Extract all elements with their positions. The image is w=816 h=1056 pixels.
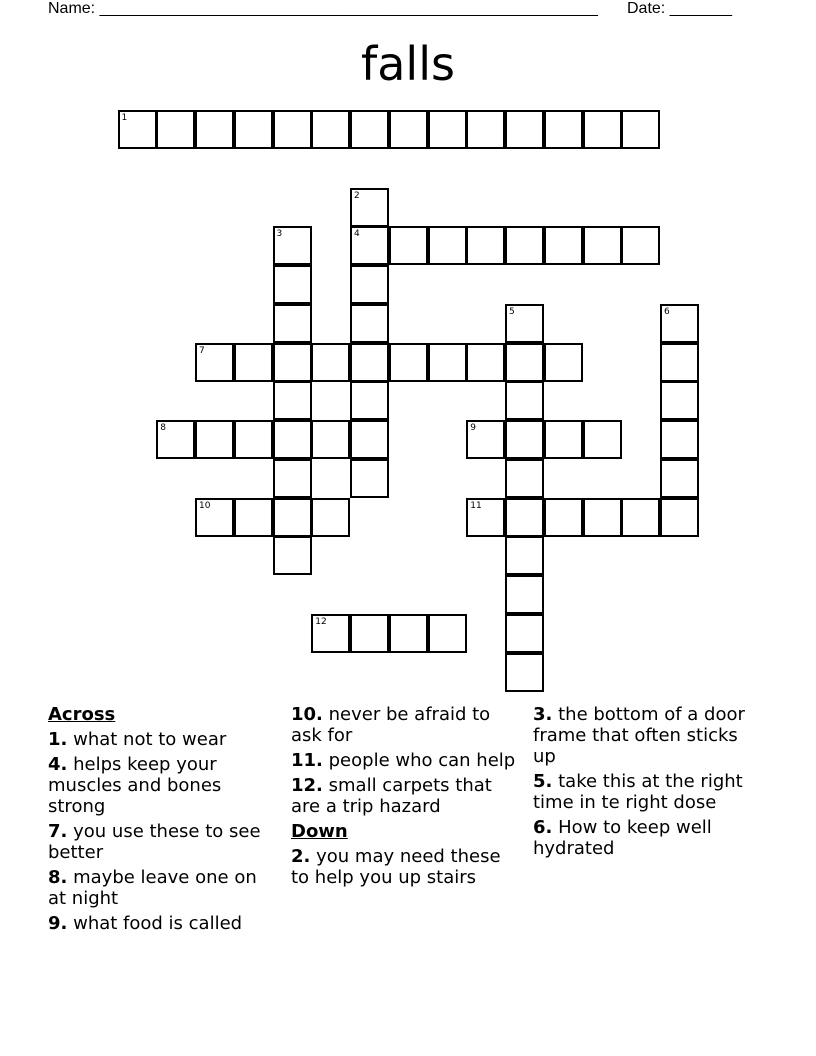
grid-cell[interactable] — [311, 420, 350, 459]
grid-cell[interactable] — [311, 343, 350, 382]
grid-cell[interactable] — [389, 614, 428, 653]
clue-heading-across: Across — [48, 704, 116, 725]
grid-cell[interactable] — [234, 343, 273, 382]
grid-cell[interactable] — [583, 110, 622, 149]
grid-cell[interactable] — [350, 265, 389, 304]
grid-cell[interactable] — [505, 420, 544, 459]
clue-item-text: never be afraid to ask for — [291, 704, 491, 746]
clue-item-text: take this at the right time in te right dose — [533, 771, 743, 813]
clue-item — [533, 817, 763, 859]
clue-item-number: 1. — [48, 729, 68, 750]
grid-cell[interactable] — [234, 110, 273, 149]
grid-cell[interactable] — [195, 343, 234, 382]
grid-cell[interactable] — [583, 226, 622, 265]
grid-cell[interactable] — [544, 420, 583, 459]
clue-item — [48, 867, 280, 909]
grid-cell[interactable] — [273, 110, 312, 149]
clue-item-number: 7. — [48, 821, 68, 842]
clue-number: 12 — [315, 616, 327, 627]
grid-cell[interactable] — [389, 110, 428, 149]
clue-number: 8 — [160, 423, 166, 433]
grid-cell[interactable] — [428, 110, 467, 149]
grid-cell[interactable] — [544, 343, 583, 382]
grid-cell[interactable] — [505, 110, 544, 149]
grid-cell[interactable] — [311, 498, 350, 537]
clue-item-text: the bottom of a door frame that often sticks up — [533, 704, 745, 767]
grid-cell[interactable] — [505, 226, 544, 265]
grid-cell[interactable] — [428, 226, 467, 265]
clue-item-text: what not to wear — [73, 729, 227, 750]
clue-heading-down: Down — [291, 821, 348, 842]
grid-cell[interactable] — [350, 304, 389, 343]
clue-item-number: 6. — [533, 817, 553, 838]
clue-item — [533, 704, 763, 767]
clue-column-1 — [48, 704, 280, 938]
clue-column-2 — [291, 704, 523, 892]
clue-item — [48, 821, 280, 863]
clue-item-text: you use these to see better — [48, 821, 261, 863]
grid-cell[interactable] — [505, 498, 544, 537]
clue-item-number: 8. — [48, 867, 68, 888]
grid-cell[interactable] — [505, 343, 544, 382]
grid-cell[interactable] — [350, 343, 389, 382]
clue-number: 7 — [199, 345, 205, 356]
grid-cell[interactable] — [660, 498, 699, 537]
grid-cell[interactable] — [273, 381, 312, 420]
clue-item — [291, 846, 523, 888]
clue-item-number: 2. — [291, 846, 311, 867]
clue-item-number: 5. — [533, 771, 553, 792]
clue-number: 4 — [354, 229, 360, 240]
grid-cell[interactable] — [311, 614, 350, 653]
grid-cell[interactable] — [621, 226, 660, 265]
grid-cell[interactable] — [195, 498, 234, 537]
clue-item-number: 9. — [48, 913, 68, 934]
grid-cell[interactable] — [466, 498, 505, 537]
clue-item-text: small carpets that are a trip hazard — [291, 775, 492, 817]
date-line[interactable]: Date: _______ — [627, 0, 732, 17]
grid-cell[interactable] — [273, 536, 312, 575]
clue-item-number: 4. — [48, 754, 68, 775]
grid-cell[interactable] — [350, 226, 389, 265]
clue-number: 2 — [354, 190, 360, 201]
clue-item-text: helps keep your muscles and bones strong — [48, 754, 222, 817]
clue-number: 5 — [509, 306, 515, 317]
grid-cell[interactable] — [389, 343, 428, 382]
grid-cell[interactable] — [466, 420, 505, 459]
grid-cell[interactable] — [350, 188, 389, 227]
grid-cell[interactable] — [273, 226, 312, 265]
clue-number: 11 — [470, 500, 482, 511]
clue-item — [533, 771, 763, 813]
grid-cell[interactable] — [428, 614, 467, 653]
clue-item-number: 11. — [291, 750, 323, 771]
grid-cell[interactable] — [466, 110, 505, 149]
grid-cell[interactable] — [505, 381, 544, 420]
grid-cell[interactable] — [583, 498, 622, 537]
grid-cell[interactable] — [195, 420, 234, 459]
grid-cell[interactable] — [273, 498, 312, 537]
grid-cell[interactable] — [311, 110, 350, 149]
grid-cell[interactable] — [350, 110, 389, 149]
grid-cell[interactable] — [505, 614, 544, 653]
clue-number: 1 — [121, 113, 128, 123]
name-line[interactable]: Name: ________________________________________________________ — [48, 0, 598, 17]
grid-cell[interactable] — [389, 226, 428, 265]
clue-item-text: you may need these to help you up stairs — [291, 846, 501, 888]
grid-cell[interactable] — [621, 498, 660, 537]
grid-cell[interactable] — [350, 614, 389, 653]
grid-cell[interactable] — [660, 343, 699, 382]
clue-item-number: 12. — [291, 775, 323, 796]
grid-cell[interactable] — [583, 420, 622, 459]
grid-cell[interactable] — [660, 420, 699, 459]
grid-cell[interactable] — [544, 498, 583, 537]
grid-cell[interactable] — [621, 110, 660, 149]
grid-cell[interactable] — [350, 459, 389, 498]
clue-item-text: what food is called — [73, 913, 243, 934]
grid-cell[interactable] — [428, 343, 467, 382]
clue-item — [48, 754, 280, 817]
grid-cell[interactable] — [544, 226, 583, 265]
clue-number: 9 — [470, 423, 476, 433]
grid-cell[interactable] — [118, 110, 157, 149]
grid-cell[interactable] — [273, 304, 312, 343]
puzzle-title: falls — [361, 37, 455, 91]
grid-cell[interactable] — [273, 420, 312, 459]
clue-number: 3 — [276, 229, 283, 240]
grid-cell[interactable] — [195, 110, 234, 149]
grid-cell[interactable] — [505, 459, 544, 498]
grid-cell[interactable] — [273, 265, 312, 304]
clue-item — [291, 775, 523, 817]
grid-cell[interactable] — [660, 381, 699, 420]
grid-cell[interactable] — [273, 459, 312, 498]
clue-item — [291, 750, 523, 771]
grid-cell[interactable] — [544, 110, 583, 149]
clue-item — [291, 704, 523, 746]
clue-item — [48, 913, 280, 934]
clue-item-text: How to keep well hydrated — [533, 817, 712, 859]
clue-number: 6 — [664, 306, 670, 317]
grid-cell[interactable] — [660, 304, 699, 343]
clue-item — [48, 729, 280, 750]
clue-column-3 — [533, 704, 763, 863]
clue-item-number: 10. — [291, 704, 323, 725]
grid-cell[interactable] — [350, 381, 389, 420]
grid-cell[interactable] — [350, 420, 389, 459]
clue-number: 10 — [199, 500, 211, 511]
grid-cell[interactable] — [273, 343, 312, 382]
grid-cell[interactable] — [505, 304, 544, 343]
grid-cell[interactable] — [234, 498, 273, 537]
grid-cell[interactable] — [466, 343, 505, 382]
clue-item-text: maybe leave one on at night — [48, 867, 257, 909]
clue-item-text: people who can help — [328, 750, 516, 771]
grid-cell[interactable] — [156, 110, 195, 149]
grid-cell[interactable] — [466, 226, 505, 265]
grid-cell[interactable] — [156, 420, 195, 459]
grid-cell[interactable] — [505, 575, 544, 614]
clue-item-number: 3. — [533, 704, 553, 725]
grid-cell[interactable] — [505, 536, 544, 575]
grid-cell[interactable] — [234, 420, 273, 459]
grid-cell[interactable] — [660, 459, 699, 498]
grid-cell[interactable] — [505, 653, 544, 692]
